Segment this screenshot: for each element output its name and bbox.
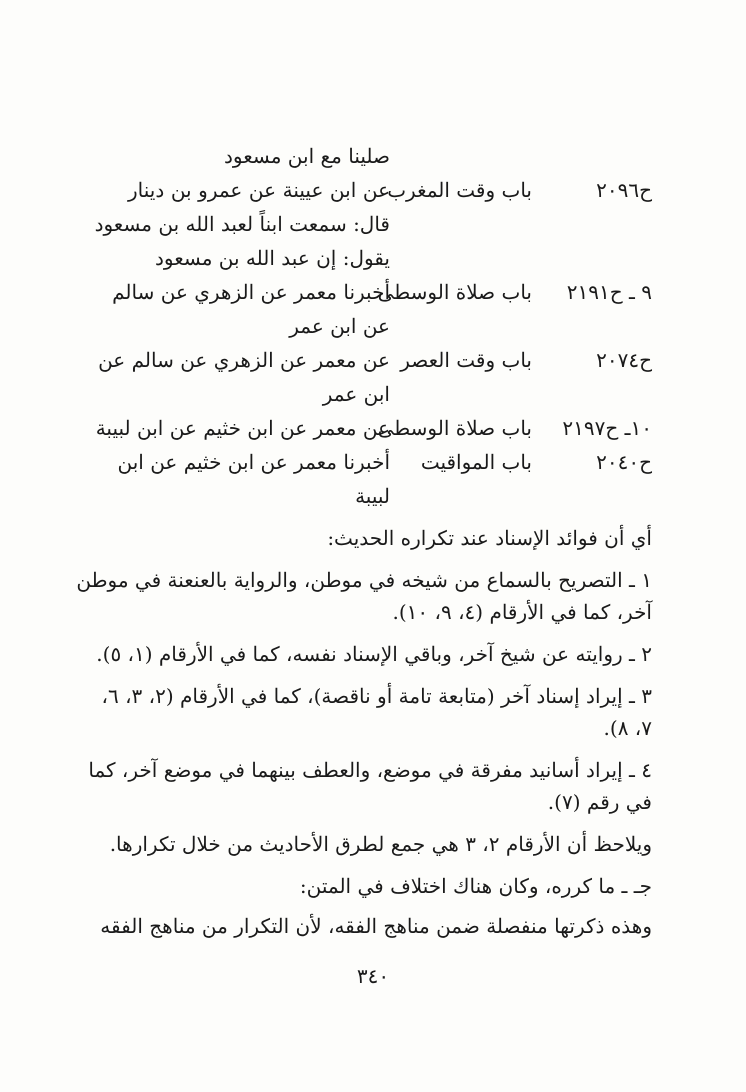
body-line: ٤ ـ إيراد أسانيد مفرقة في موضع، والعطف بينهما في موضع آخر، كما bbox=[88, 758, 652, 782]
isnad-line: أخبرنا معمر عن ابن خثيم عن ابن bbox=[117, 450, 390, 474]
body-line: أي أن فوائد الإسناد عند تكراره الحديث: bbox=[327, 526, 652, 550]
hadith-ref: ح٢٠٩٦ bbox=[596, 178, 652, 202]
body-line: ٧، ٨). bbox=[603, 716, 652, 740]
chapter-name: باب المواقيت bbox=[420, 450, 532, 474]
body-line: وهذه ذكرتها منفصلة ضمن مناهج الفقه، لأن التكرار من مناهج الفقه bbox=[100, 914, 652, 938]
body-line: جـ ـ ما كرره، وكان هناك اختلاف في المتن: bbox=[299, 874, 652, 898]
isnad-line: عن ابن عمر bbox=[289, 314, 390, 338]
page-number: ٣٤٠ bbox=[356, 964, 390, 988]
isnad-line: صلينا مع ابن مسعود bbox=[224, 144, 390, 168]
body-line: ٢ ـ روايته عن شيخ آخر، وباقي الإسناد نفسه، كما في الأرقام (١، ٥). bbox=[96, 642, 652, 666]
body-line: ١ ـ التصريح بالسماع من شيخه في موطن، والرواية بالعنعنة في موطن bbox=[76, 568, 652, 592]
body-line: ويلاحظ أن الأرقام ٢، ٣ هي جمع لطرق الأحاديث من خلال تكرارها. bbox=[109, 832, 652, 856]
isnad-line: ابن عمر bbox=[322, 382, 390, 406]
isnad-line: عن ابن عيينة عن عمرو بن دينار bbox=[128, 178, 390, 202]
isnad-line: عن معمر عن الزهري عن سالم عن bbox=[98, 348, 390, 372]
body-line: ٣ ـ إيراد إسناد آخر (متابعة تامة أو ناقصة)، كما في الأرقام (٢، ٣، ٦، bbox=[101, 684, 652, 708]
chapter-name: باب صلاة الوسطى bbox=[377, 280, 532, 304]
hadith-ref: ١٠ـ ح٢١٩٧ bbox=[562, 416, 652, 440]
isnad-line: أخبرنا معمر عن الزهري عن سالم bbox=[112, 280, 390, 304]
body-line: في رقم (٧). bbox=[547, 790, 652, 814]
isnad-line: لبيبة bbox=[355, 484, 390, 508]
isnad-line: قال: سمعت ابناً لعبد الله بن مسعود bbox=[94, 212, 390, 236]
body-line: آخر، كما في الأرقام (٤، ٩، ١٠). bbox=[392, 600, 652, 624]
chapter-name: باب صلاة الوسطى bbox=[377, 416, 532, 440]
hadith-ref: ح٢٠٤٠ bbox=[596, 450, 652, 474]
chapter-name: باب وقت العصر bbox=[400, 348, 532, 372]
hadith-ref: ٩ ـ ح٢١٩١ bbox=[566, 280, 652, 304]
hadith-ref: ح٢٠٧٤ bbox=[596, 348, 652, 372]
isnad-line: عن معمر عن ابن خثيم عن ابن لبيبة bbox=[95, 416, 390, 440]
isnad-line: يقول: إن عبد الله بن مسعود bbox=[154, 246, 390, 270]
chapter-name: باب وقت المغرب bbox=[387, 178, 532, 202]
